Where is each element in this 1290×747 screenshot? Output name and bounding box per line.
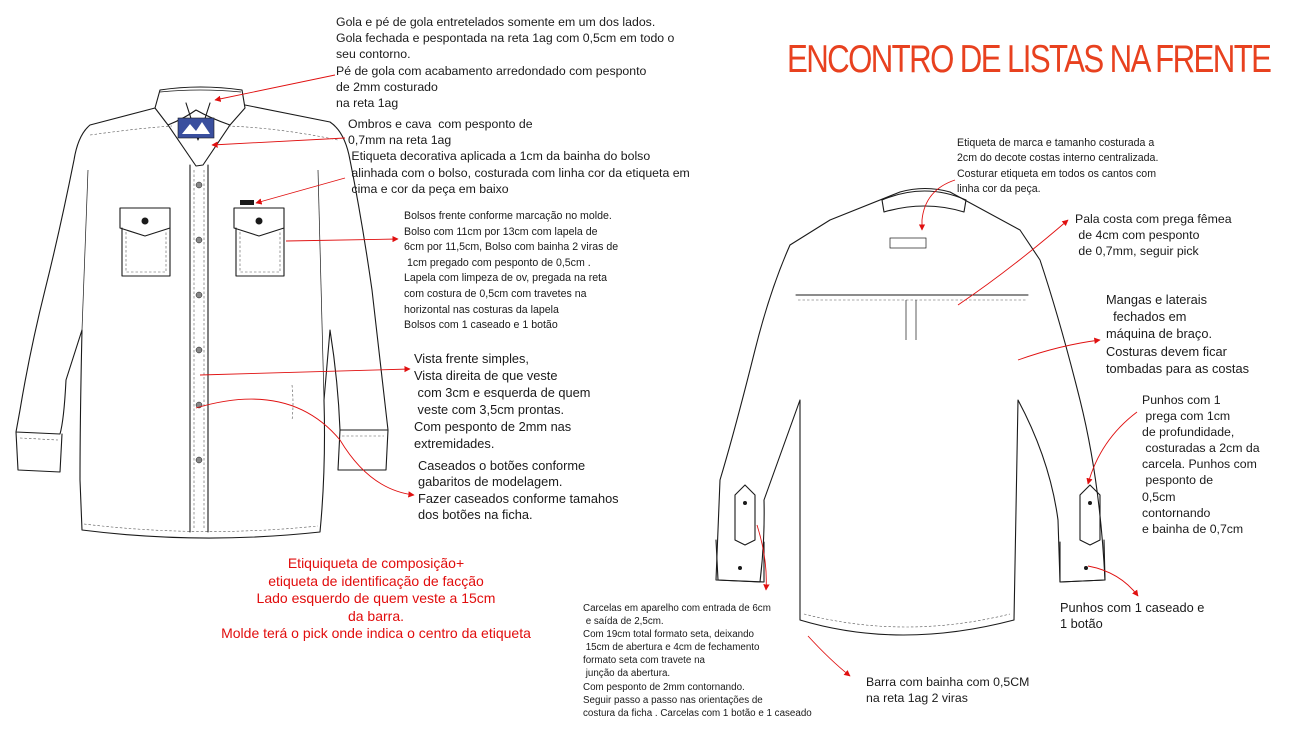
cuff-note: Punhos com 1 prega com 1cm de profundidade, costuradas a 2cm da carcela. Punhos com pesponto de 0,5cm contornando e bainha de 0,7cm <box>1142 393 1260 536</box>
pocket-note: Bolsos frente conforme marcação no molde. Bolso com 11cm por 13cm com lapela de 6cm por 11,5cm, Bolso com bainha 2 viras de 1cm pregado com pesponto de 0,5cm . Lapela com limpeza de ov, pregada na reta com costura de 0,5cm com travetes na horizontal nas costuras da lapela Bolsos com 1 caseado e 1 botão <box>404 210 619 332</box>
yoke-note: Pala costa com prega fêmea de 4cm com pesponto de 0,7mm, seguir pick <box>1075 212 1232 259</box>
sleeves-note: Mangas e laterais fechados em máquina de braço. Costuras devem ficar tombadas para as costas <box>1106 292 1249 376</box>
collar-note: Gola e pé de gola entretelados somente em um dos lados. Gola fechada e pespontada na reta 1ag com 0,5cm em todo o seu contorno. Pé de gola com acabamento arredondado com pesponto de 2mm costurado na reta 1ag <box>336 15 675 111</box>
sleeve-placket-note: Carcelas em aparelho com entrada de 6cm e saída de 2,5cm. Com 19cm total formato seta, deixando 15cm de abertura e 4cm de fechamento formato seta com travete na junção da abertura. Com pesponto de 2mm contornando. Seguir passo a passo nas orientações de costura da ficha . Carcelas com 1 botão e 1 caseado <box>583 603 812 719</box>
back-shirt-sketch <box>716 189 1105 636</box>
front-shirt-sketch <box>16 87 388 538</box>
cuff-button-note: Punhos com 1 caseado e 1 botão <box>1060 600 1205 632</box>
label-placement-note: Etiquiqueta de composição+ etiqueta de identificação de facção Lado esquerdo de quem veste a 15cm da barra. Molde terá o pick onde indica o centro da etiqueta <box>221 555 531 641</box>
page-title: ENCONTRO DE LISTAS NA FRENTE <box>787 38 1271 81</box>
buttonhole-note: Caseados o botões conforme gabaritos de modelagem. Fazer caseados conforme tamahos dos botões na ficha. <box>418 458 619 523</box>
shoulder-note: Ombros e cava com pesponto de 0,7mm na reta 1ag Etiqueta decorativa aplicada a 1cm da bainha do bolso alinhada com o bolso, costurada com linha cor da etiqueta em cima e cor da peça em baixo <box>348 117 690 196</box>
brand-label-note: Etiqueta de marca e tamanho costurada a 2cm do decote costas interno centralizada. Costurar etiqueta em todos os cantos com linha cor da peça. <box>957 137 1159 196</box>
placket-note: Vista frente simples, Vista direita de que veste com 3cm e esquerda de quem veste com 3,5cm prontas. Com pesponto de 2mm nas extremidades. <box>414 351 591 451</box>
hem-note: Barra com bainha com 0,5CM na reta 1ag 2 viras <box>866 675 1030 706</box>
